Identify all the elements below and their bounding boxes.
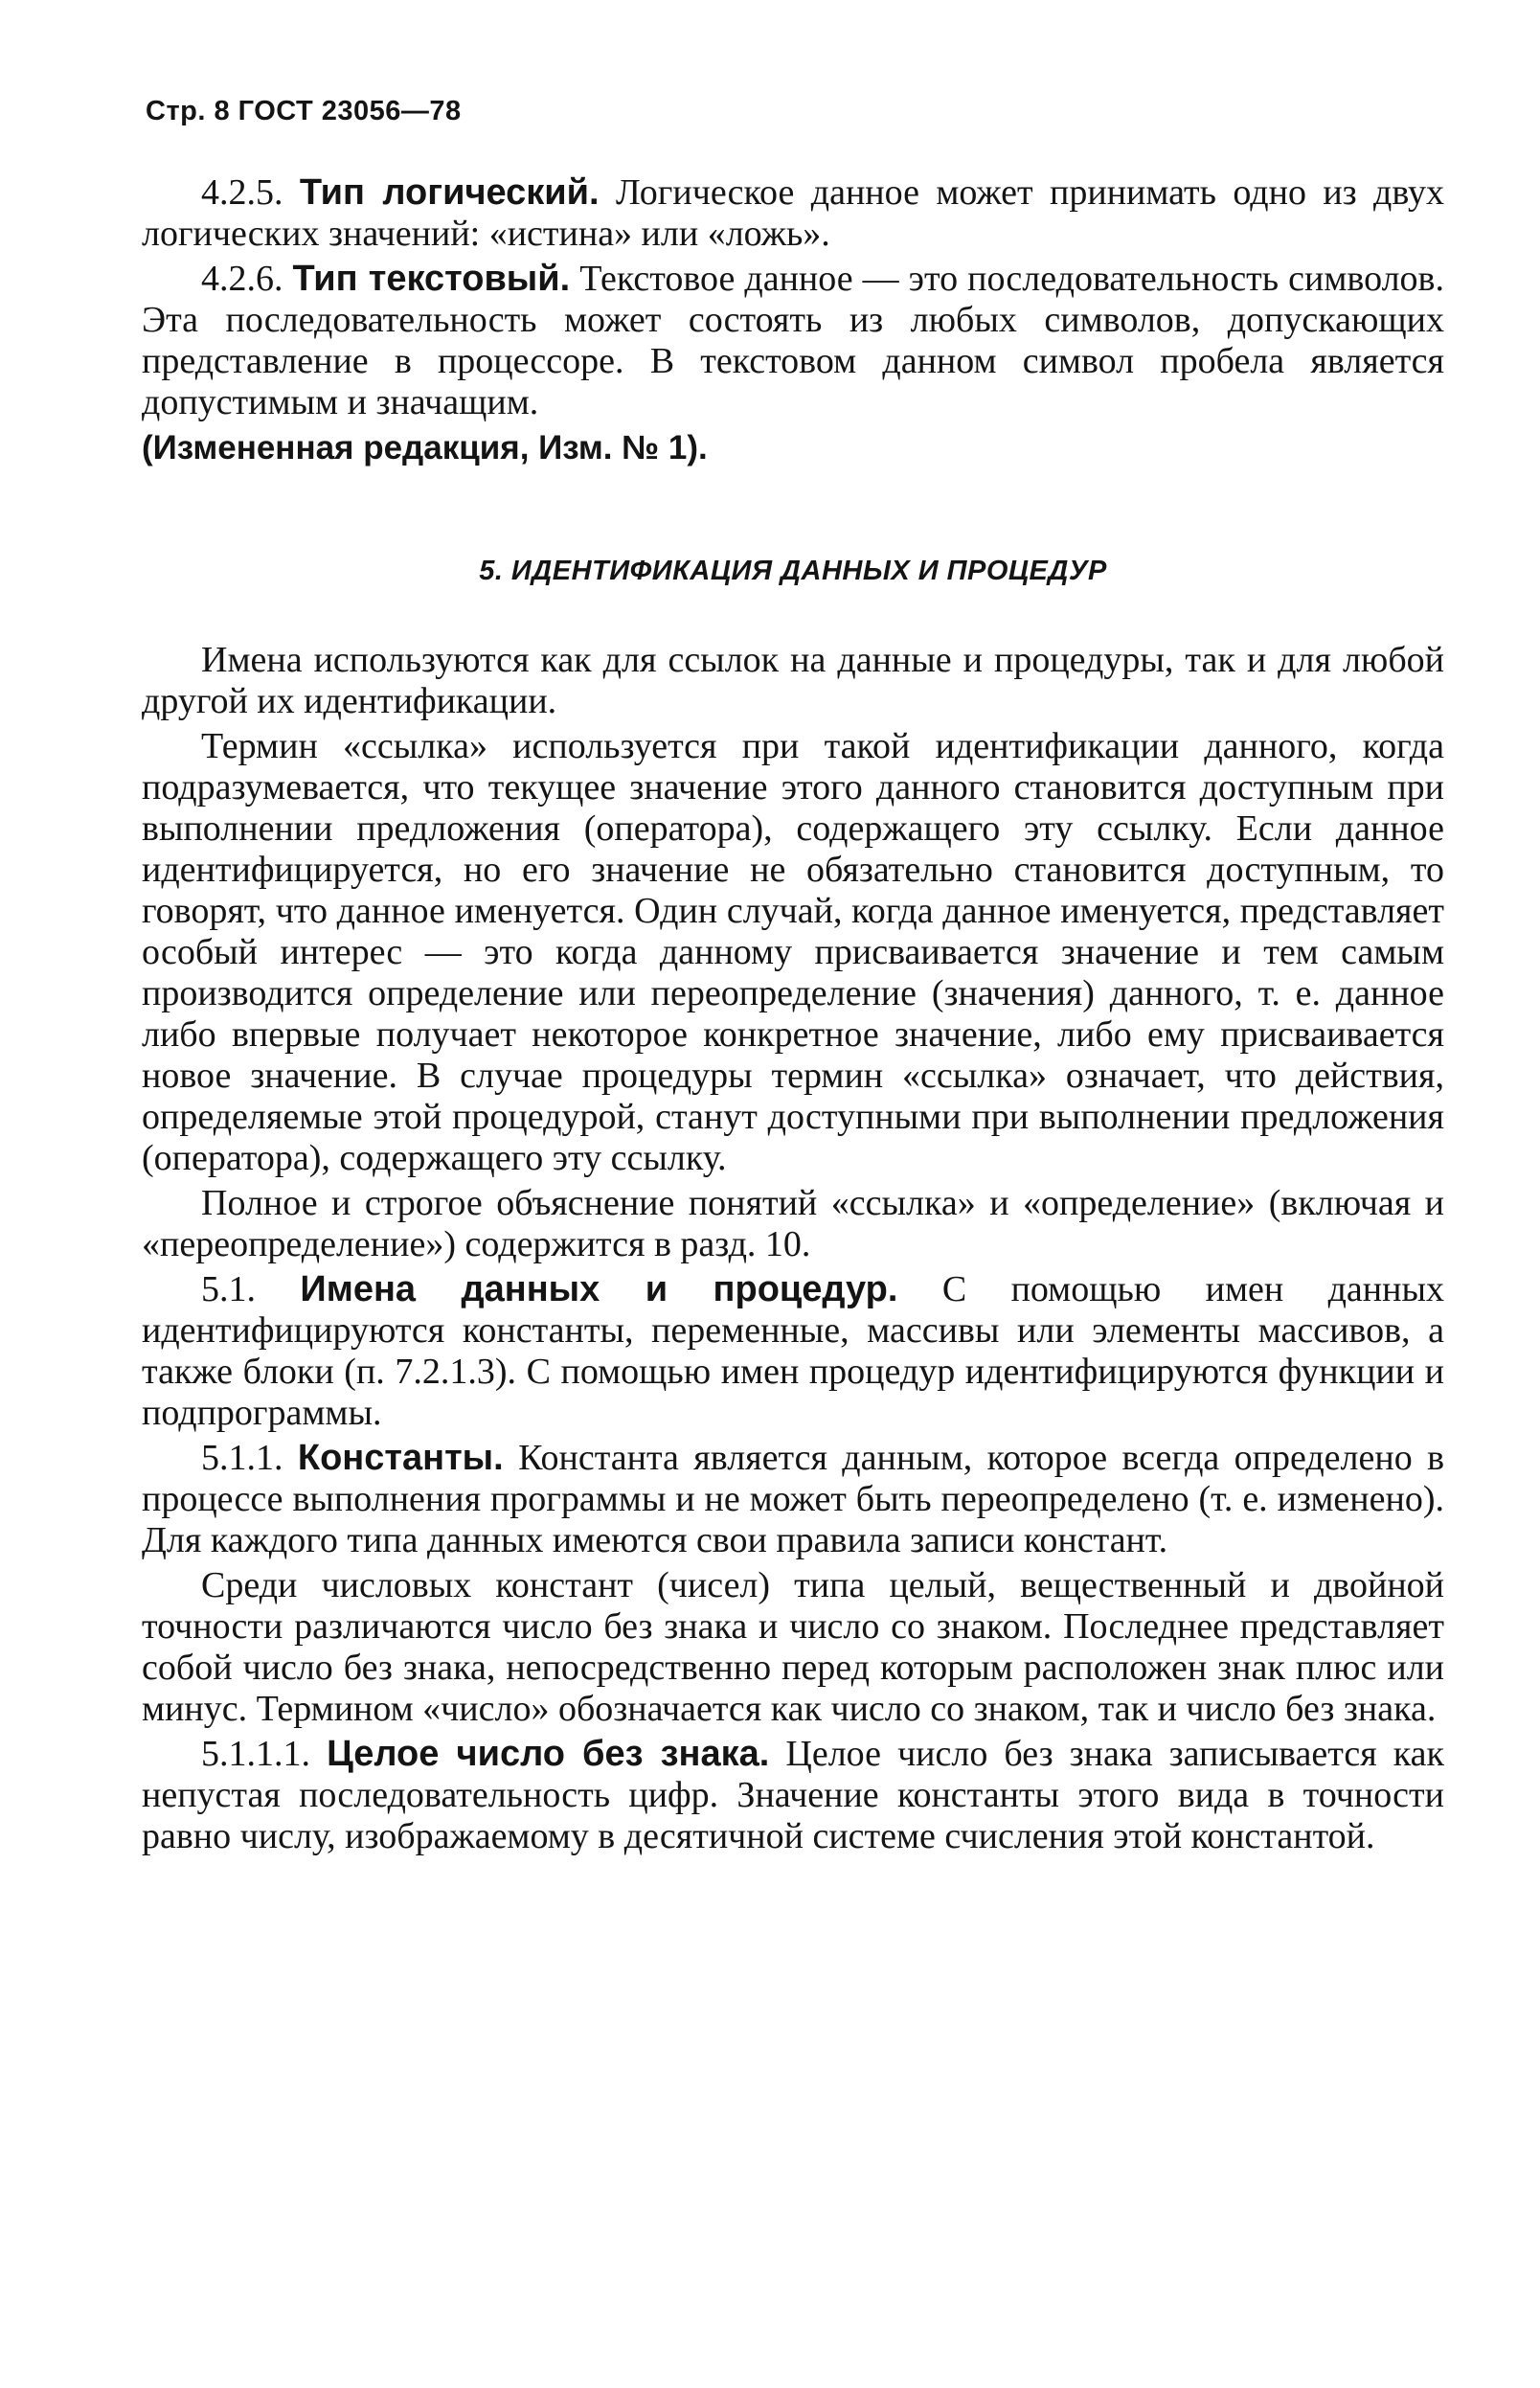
page-header: Стр. 8 ГОСТ 23056—78 xyxy=(146,96,462,126)
clause-5-1-1-1 xyxy=(142,1734,1444,1857)
clause-5-1 xyxy=(142,1269,1444,1434)
section-title: 5. ИДЕНТИФИКАЦИЯ ДАННЫХ И ПРОЦЕДУР xyxy=(479,556,1107,586)
clause-text: С помощью имен данных идентифицируются константы, переменные, массивы или элементы массивов, а также блоки (п. 7.2.1.3). С помощью имен процедур идентифицируются функции и подпрограммы. xyxy=(142,1269,1444,1433)
page-body xyxy=(142,172,1444,1861)
clause-text: Константа является данным, которое всегда определено в процессе выполнения программы и не может быть переопределено (т. е. изменено). Для каждого типа данных имеются свои правила записи констант. xyxy=(142,1438,1445,1560)
clause-text: Логическое данное может принимать одно из двух логических значений: «истина» или «ложь». xyxy=(142,172,1445,254)
paragraph-names: Имена используются как для ссылок на данные и процедуры, так и для любой другой их идентификации. xyxy=(142,640,1444,721)
clause-number: 5.1. xyxy=(201,1269,256,1309)
clause-5-1-1 xyxy=(142,1438,1444,1561)
amendment-note: (Измененная редакция, Изм. № 1). xyxy=(142,429,708,466)
clause-text: Текстовое данное — это последовательность символов. Эта последовательность может состоять из любых символов, допускающих представление в процессоре. В текстовом данном символ пробела является допустимым и значащим. xyxy=(142,259,1444,422)
clause-4-2-6 xyxy=(142,259,1444,423)
paragraph-term: Термин «ссылка» используется при такой идентификации данного, когда подразумевается, что текущее значение этого данного становится доступным при выполнении предложения (оператора), содержащего эту ссылку. Если данное идентифицируется, но его значение не обязательно становится доступным, то говорят, что данное именуется. Один случай, когда данное именуется, представляет особый интерес — это когда данному присваивается значение и тем самым производится определение или переопределение (значения) данного, т. е. данное либо впервые получает некоторое конкретное значение, либо ему присваивается новое значение. В случае процедуры термин «ссылка» означает, что действия, определяемые этой процедурой, станут доступными при выполнении предложения (оператора), содержащего эту ссылку. xyxy=(142,726,1444,1178)
clause-heading: Константы. xyxy=(297,1438,504,1478)
clause-number: 4.2.6. xyxy=(201,259,283,299)
clause-number: 5.1.1. xyxy=(201,1438,283,1478)
clause-heading: Целое число без знака. xyxy=(327,1734,770,1774)
clause-number: 5.1.1.1. xyxy=(201,1734,310,1774)
clause-4-2-5 xyxy=(142,172,1444,255)
paragraph-full-explanation: Полное и строгое объяснение понятий «ссылка» и «определение» (включая и «переопределение») содержится в разд. 10. xyxy=(142,1183,1444,1264)
clause-number: 4.2.5. xyxy=(201,172,283,213)
clause-text: Целое число без знака записывается как непустая последовательность цифр. Значение константы этого вида в точности равно числу, изображаемому в десятичной системе счисления этой константой. xyxy=(142,1734,1444,1856)
clause-heading: Тип текстовый. xyxy=(292,259,571,299)
clause-heading: Имена данных и процедур. xyxy=(300,1269,898,1309)
clause-heading: Тип логический. xyxy=(299,172,600,213)
paragraph-numeric-constants: Среди числовых констант (чисел) типа целый, вещественный и двойной точности различаются число без знака и число со знаком. Последнее представляет собой число без знака, непосредственно перед которым расположен знак плюс или минус. Термином «число» обозначается как число со знаком, так и число без знака. xyxy=(142,1565,1444,1729)
